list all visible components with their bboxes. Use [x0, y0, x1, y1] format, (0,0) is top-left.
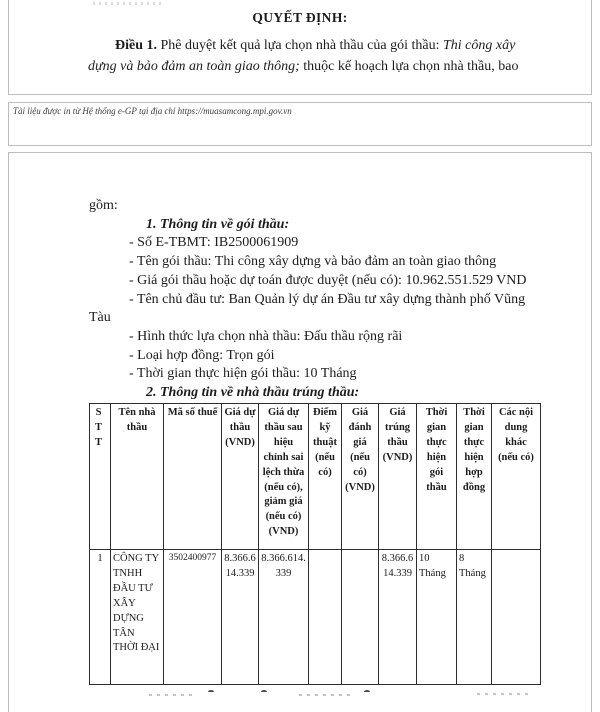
clipped-text-fragment-bottom	[9, 690, 591, 696]
list-item: - Giá gói thầu hoặc dự toán được duyệt (nếu có): 10.962.551.529 VND	[129, 272, 527, 288]
list-item: - Số E-TBMT: IB2500061909	[129, 235, 299, 251]
cell-gia-trung-thau: 8.366.614.339	[379, 550, 417, 685]
cell-gia-danh-gia	[342, 550, 379, 685]
page-2-body-text	[89, 197, 529, 403]
letter-tops	[299, 694, 353, 696]
header-ten-nha-thau: Tên nhà thầu	[111, 404, 164, 550]
cell-gia-du-thau: 8.366.614.339	[222, 550, 259, 685]
clipped-text-fragment-top	[93, 2, 165, 5]
cell-ten-nha-thau: CÔNG TY TNHH ĐẦU TƯ XÂY DỰNG TÂN THỜI ĐẠI	[111, 550, 164, 685]
article-text-1: Phê duyệt kết quả lựa chọn nhà thầu của gói thầu:	[157, 38, 443, 53]
list-item: - Loại hợp đồng: Trọn gói	[129, 347, 275, 363]
accent-mark	[208, 690, 214, 694]
cell-diem-ky-thuat	[309, 550, 342, 685]
print-footer-text: Tài liệu được in từ Hệ thống e-GP tại địa chỉ https://muasamcong.mpi.gov.vn	[13, 106, 292, 116]
list-item: - Tên chủ đầu tư: Ban Quản lý dự án Đầu tư xây dựng thành phố Vũng	[129, 291, 526, 307]
document-title: QUYẾT ĐỊNH:	[252, 10, 348, 25]
page-1	[8, 0, 592, 95]
list-item: - Tên gói thầu: Thi công xây dựng và bảo đảm an toàn giao thông	[129, 254, 497, 270]
winning-bidder-table	[89, 403, 541, 685]
table-row	[90, 550, 541, 685]
header-ma-so-thue: Mã số thuế	[164, 404, 222, 550]
page-2	[8, 152, 592, 712]
header-gia-du-thau: Giá dự thầu (VND)	[222, 404, 259, 550]
cell-thoi-gian-hop-dong: 8 Tháng	[457, 550, 492, 685]
header-diem-ky-thuat: Điểm kỹ thuật (nếu có)	[309, 404, 342, 550]
header-stt: STT	[90, 404, 111, 550]
article-emphasis: Thi công xây dựng và bảo đảm an toàn giao thông;	[88, 38, 516, 74]
letter-tops	[477, 693, 529, 695]
list-item: - Hình thức lựa chọn nhà thầu: Đấu thầu rộng rãi	[129, 328, 403, 344]
table-header-row	[90, 404, 541, 550]
header-noi-dung-khac: Các nội dung khác (nếu có)	[492, 404, 541, 550]
header-gia-trung-thau: Giá trúng thầu (VND)	[379, 404, 417, 550]
section-1-heading: 1. Thông tin về gói thầu:	[146, 216, 290, 232]
accent-mark	[261, 690, 267, 694]
article-paragraph	[88, 36, 535, 77]
continuation-word: gồm:	[89, 198, 118, 213]
header-gia-sau-hieu-chinh: Giá dự thầu sau hiệu chỉnh sai lệch thừa (nếu có), giảm giá (nếu có) (VND)	[259, 404, 309, 550]
article-label: Điều 1.	[115, 38, 157, 53]
header-thoi-gian-goi-thau: Thời gian thực hiện gói thầu	[417, 404, 457, 550]
print-footer	[8, 102, 592, 146]
header-gia-danh-gia: Giá đánh giá (nếu có) (VND)	[342, 404, 379, 550]
cell-noi-dung-khac	[492, 550, 541, 685]
article-text-2: thuộc kế hoạch lựa chọn nhà thầu, bao	[299, 58, 519, 74]
accent-mark	[364, 690, 370, 694]
section-2-heading: 2. Thông tin về nhà thầu trúng thầu:	[146, 385, 360, 401]
cell-thoi-gian-goi-thau: 10 Tháng	[417, 550, 457, 685]
cell-gia-sau-hieu-chinh: 8.366.614.339	[259, 550, 309, 685]
cell-stt: 1	[90, 550, 111, 685]
header-thoi-gian-hop-dong: Thời gian thực hiện hợp đồng	[457, 404, 492, 550]
cell-ma-so-thue: 3502400977	[164, 550, 222, 685]
wrapped-word: Tàu	[89, 310, 111, 326]
letter-tops	[149, 694, 195, 696]
list-item: - Thời gian thực hiện gói thầu: 10 Tháng	[129, 366, 357, 382]
